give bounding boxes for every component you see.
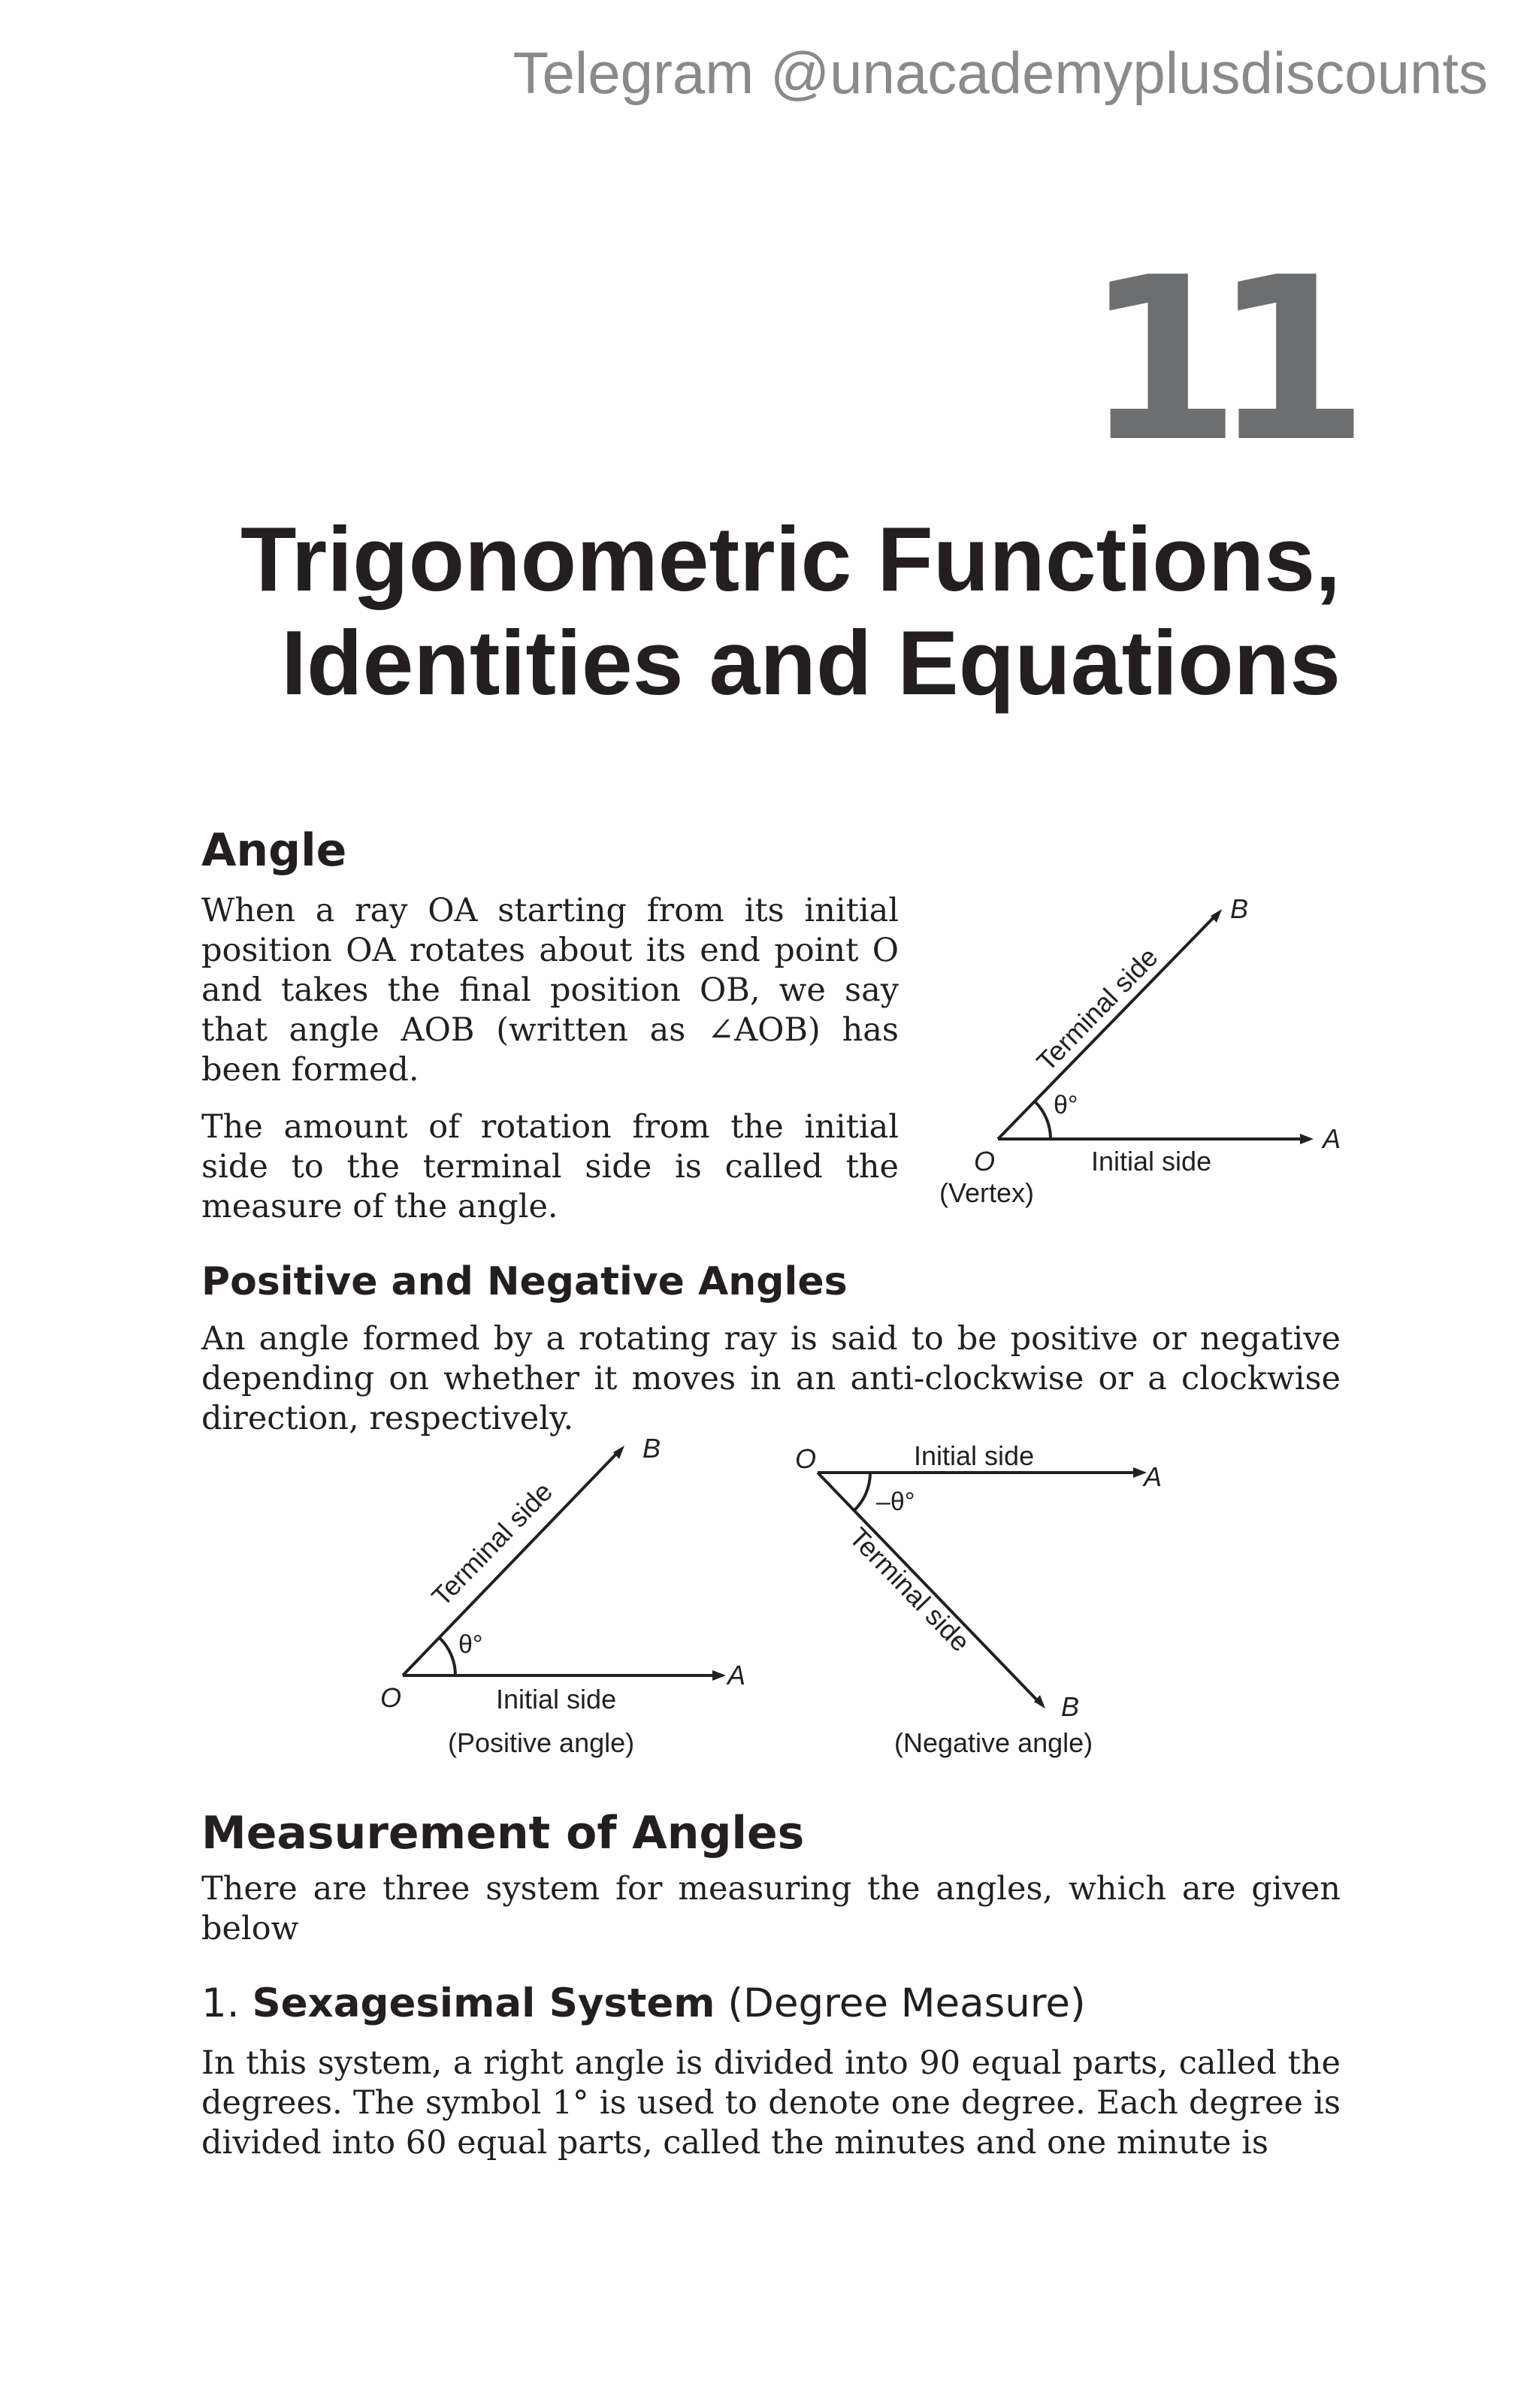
terminal-side-label: Terminal side xyxy=(843,1521,977,1658)
terminal-side-label: Terminal side xyxy=(425,1476,559,1612)
terminal-side-ray xyxy=(403,1450,620,1675)
section-heading-measurement: Measurement of Angles xyxy=(201,1807,805,1860)
chapter-number: 11 xyxy=(1084,229,1341,491)
subsection-number: 1. xyxy=(201,1980,240,2026)
terminal-side-ray xyxy=(998,914,1217,1139)
angle-arc xyxy=(440,1638,455,1675)
point-b-label: B xyxy=(643,1433,661,1464)
angle-figure xyxy=(924,887,1405,1225)
initial-side-label: Initial side xyxy=(1091,1146,1212,1177)
initial-arrowhead xyxy=(1300,1134,1314,1144)
positive-angle-caption: (Positive angle) xyxy=(448,1727,635,1758)
initial-side-label: Initial side xyxy=(914,1440,1035,1471)
angle-paragraph-1: When a ray OA starting from its initial position OA rotates about its end point O and takes the final position OB, we say that angle AOB (written as ∠AOB) has been formed. xyxy=(201,892,899,1089)
negative-angle-figure xyxy=(782,1428,1247,1773)
angle-theta-label: θ° xyxy=(458,1630,483,1659)
chapter-title-line-2: Identities and Equations xyxy=(281,612,1341,714)
point-b-label: B xyxy=(1061,1691,1080,1722)
angle-paragraph-2: The amount of rotation from the initial side to the terminal side is called the measure of the angle. xyxy=(201,1108,899,1225)
angle-neg-theta-label: –θ° xyxy=(876,1488,915,1516)
angle-theta-label: θ° xyxy=(1054,1091,1078,1119)
angle-arc xyxy=(854,1473,870,1510)
chapter-title xyxy=(63,507,1341,715)
point-b-label: B xyxy=(1230,893,1249,924)
vertex-label: (Vertex) xyxy=(939,1177,1035,1208)
point-a-label: A xyxy=(1323,1123,1341,1154)
terminal-side-label: Terminal side xyxy=(1030,941,1164,1077)
positive-negative-paragraph: An angle formed by a rotating ray is said to be positive or negative depending on whether it moves in an anti-clockwise or a clockwise direction, respectively. xyxy=(201,1320,1341,1437)
subsection-name: Sexagesimal System xyxy=(252,1980,715,2026)
point-o-label: O xyxy=(795,1443,817,1474)
sexagesimal-paragraph: In this system, a right angle is divided into 90 equal parts, called the degrees. The symbol 1° is used to denote one degree. Each degree is divided into 60 equal parts, called the minutes and one minute is xyxy=(201,2044,1341,2162)
point-o-label: O xyxy=(380,1682,402,1713)
point-o-label: O xyxy=(974,1146,996,1177)
subsection-sexagesimal xyxy=(201,1980,1086,2026)
initial-arrowhead xyxy=(712,1670,726,1681)
chapter-title-line-1: Trigonometric Functions, xyxy=(240,508,1341,610)
angle-arc xyxy=(1035,1101,1051,1139)
section-heading-angle: Angle xyxy=(201,824,347,877)
measurement-paragraph: There are three system for measuring the angles, which are given below xyxy=(201,1870,1341,1947)
subsection-note: (Degree Measure) xyxy=(727,1980,1086,2026)
point-a-label: A xyxy=(1144,1461,1163,1492)
point-a-label: A xyxy=(727,1660,746,1690)
positive-angle-figure xyxy=(361,1428,782,1773)
initial-side-label: Initial side xyxy=(496,1684,617,1715)
watermark-text: Telegram @unacademyplusdiscounts xyxy=(512,40,1488,106)
negative-angle-caption: (Negative angle) xyxy=(894,1727,1093,1758)
section-heading-positive-negative: Positive and Negative Angles xyxy=(201,1259,848,1304)
